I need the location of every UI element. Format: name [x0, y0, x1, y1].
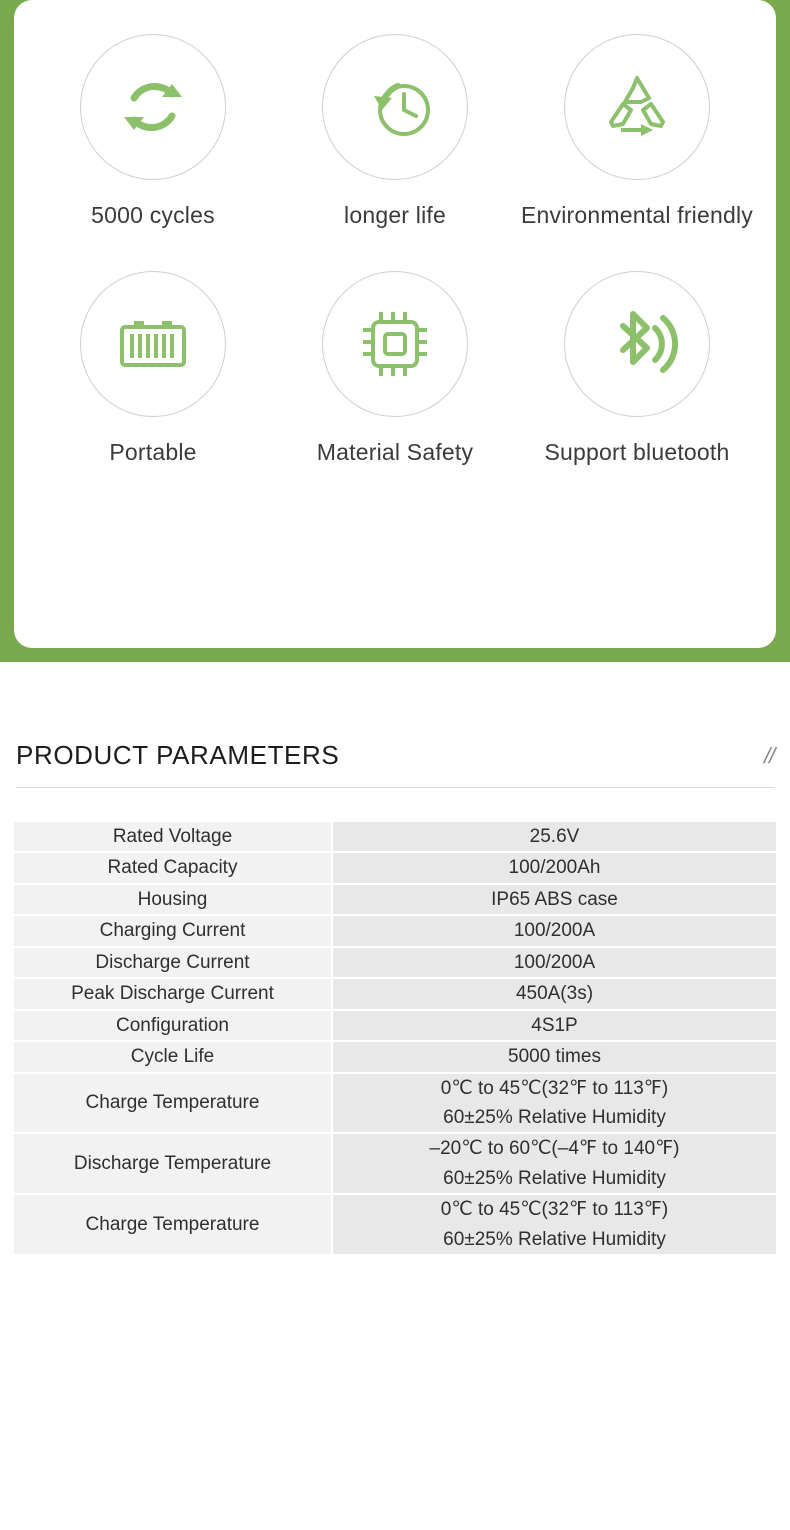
- cycle-arrows-icon: [80, 34, 226, 180]
- feature-item: [516, 271, 758, 466]
- parameter-value-line: 4S1P: [531, 1014, 578, 1036]
- feature-item: [32, 34, 274, 229]
- parameter-name: Charging Current: [14, 915, 332, 946]
- table-row: [14, 822, 776, 852]
- parameter-value: [332, 978, 776, 1009]
- parameter-value-line: 60±25% Relative Humidity: [443, 1106, 666, 1128]
- product-parameters-section: [0, 662, 790, 1256]
- feature-label: Material Safety: [316, 439, 474, 465]
- parameter-value-line: –20℃ to 60℃(–4℉ to 140℉): [429, 1138, 680, 1160]
- parameter-value: [332, 822, 776, 852]
- parameter-value: [332, 915, 776, 946]
- feature-item: [516, 34, 758, 229]
- table-row: [14, 1010, 776, 1041]
- parameter-name: Discharge Current: [14, 947, 332, 978]
- parameter-value: [332, 1133, 776, 1194]
- parameter-name: Rated Capacity: [14, 852, 332, 883]
- parameter-value-line: 60±25% Relative Humidity: [443, 1228, 666, 1250]
- parameter-name: Rated Voltage: [14, 822, 332, 852]
- parameter-value-line: 5000 times: [508, 1046, 601, 1068]
- parameter-value-line: 0℃ to 45℃(32℉ to 113℉): [440, 1199, 669, 1221]
- feature-label: Support bluetooth: [544, 439, 730, 465]
- parameter-name: Configuration: [14, 1010, 332, 1041]
- table-row: [14, 1073, 776, 1134]
- feature-grid: [32, 34, 758, 466]
- parameter-name: Cycle Life: [14, 1041, 332, 1072]
- feature-label: Environmental friendly: [521, 202, 753, 228]
- table-row: [14, 947, 776, 978]
- table-row: [14, 1133, 776, 1194]
- parameter-value-line: 100/200A: [513, 951, 596, 973]
- recycle-icon: [564, 34, 710, 180]
- features-card: [14, 0, 776, 648]
- features-band: [0, 0, 790, 662]
- parameter-value: [332, 1010, 776, 1041]
- parameter-value: [332, 1073, 776, 1134]
- parameter-value: [332, 852, 776, 883]
- parameter-value-line: 100/200Ah: [508, 857, 601, 879]
- parameter-value: [332, 1194, 776, 1255]
- title-decoration: //: [761, 743, 777, 768]
- parameter-name: Charge Temperature: [14, 1073, 332, 1134]
- chip-icon: [322, 271, 468, 417]
- table-row: [14, 884, 776, 915]
- table-row: [14, 852, 776, 883]
- feature-item: [274, 271, 516, 466]
- parameter-value-line: 450A(3s): [515, 983, 594, 1005]
- parameter-name: Discharge Temperature: [14, 1133, 332, 1194]
- table-row: [14, 978, 776, 1009]
- table-row: [14, 915, 776, 946]
- bluetooth-icon: [564, 271, 710, 417]
- table-row: [14, 1041, 776, 1072]
- parameter-value-line: 0℃ to 45℃(32℉ to 113℉): [440, 1077, 669, 1099]
- parameter-name: Peak Discharge Current: [14, 978, 332, 1009]
- parameter-value-line: 25.6V: [529, 826, 580, 847]
- parameter-value: [332, 884, 776, 915]
- parameter-value-line: IP65 ABS case: [491, 888, 618, 910]
- params-header: [14, 662, 776, 787]
- parameter-name: Housing: [14, 884, 332, 915]
- parameters-table: [14, 822, 776, 1256]
- parameter-value-line: 60±25% Relative Humidity: [443, 1167, 666, 1189]
- table-row: [14, 1194, 776, 1255]
- feature-item: [274, 34, 516, 229]
- divider: [16, 787, 774, 788]
- feature-label: Portable: [109, 439, 197, 465]
- parameter-value-line: 100/200A: [513, 920, 596, 942]
- clock-arrow-icon: [322, 34, 468, 180]
- parameter-name: Charge Temperature: [14, 1194, 332, 1255]
- battery-icon: [80, 271, 226, 417]
- parameter-value: [332, 947, 776, 978]
- feature-label: 5000 cycles: [91, 202, 215, 228]
- page-title: PRODUCT PARAMETERS: [16, 740, 340, 770]
- feature-label: longer life: [344, 202, 446, 228]
- parameter-value: [332, 1041, 776, 1072]
- feature-item: [32, 271, 274, 466]
